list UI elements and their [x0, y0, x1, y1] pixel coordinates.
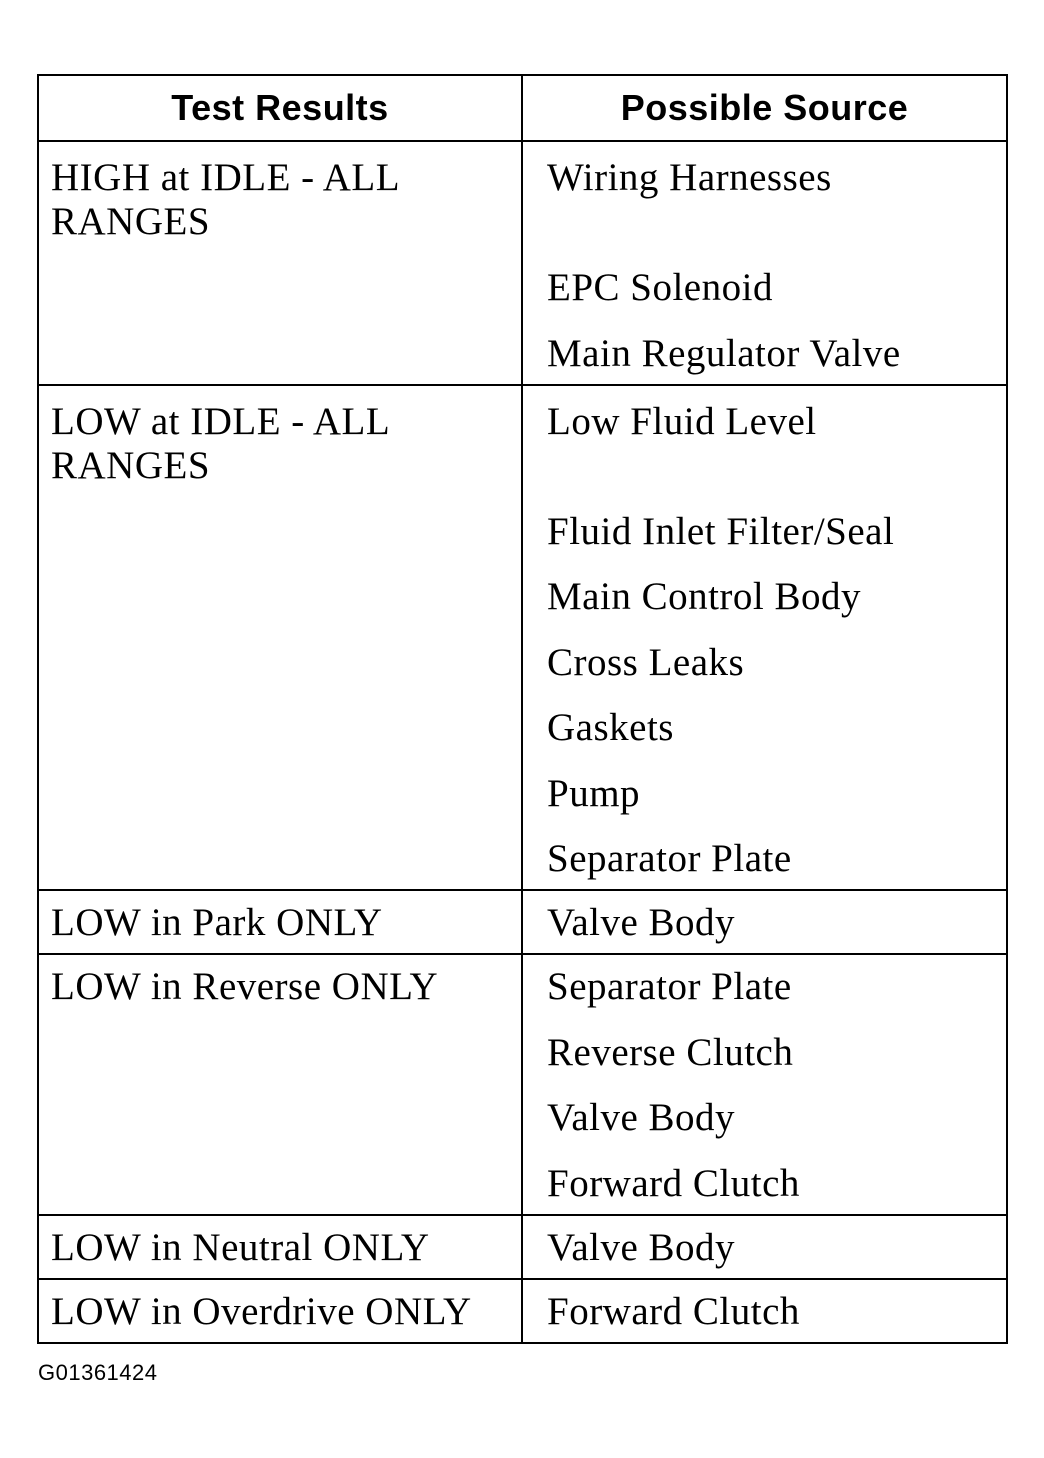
source-item: Forward Clutch	[547, 1289, 800, 1333]
possible-source-cell	[522, 954, 1007, 1215]
table-row	[38, 890, 1007, 954]
source-item: Low Fluid Level	[547, 399, 817, 443]
possible-source-cell	[522, 141, 1007, 385]
possible-source-cell	[522, 385, 1007, 891]
source-item: Cross Leaks	[547, 640, 745, 684]
test-result-cell: LOW in Reverse ONLY	[38, 954, 522, 1215]
table-row	[38, 1215, 1007, 1279]
source-item: Valve Body	[547, 1096, 736, 1139]
test-result-cell: LOW at IDLE - ALL RANGES	[38, 385, 522, 891]
test-result-cell: HIGH at IDLE - ALL RANGES	[38, 141, 522, 385]
source-item: EPC Solenoid	[547, 266, 773, 309]
source-item: Separator Plate	[547, 965, 792, 1008]
header-test-results: Test Results	[38, 75, 522, 141]
possible-source-cell	[522, 1215, 1007, 1279]
possible-source-cell	[522, 1279, 1007, 1343]
test-result-cell: LOW in Overdrive ONLY	[38, 1279, 522, 1343]
test-result-cell: LOW in Park ONLY	[38, 890, 522, 954]
source-item: Forward Clutch	[547, 1161, 800, 1205]
table-row	[38, 954, 1007, 1215]
source-item: Gaskets	[547, 706, 674, 749]
table-row	[38, 385, 1007, 891]
diagnosis-table	[37, 74, 1008, 1344]
header-possible-source: Possible Source	[522, 75, 1007, 141]
possible-source-cell	[522, 890, 1007, 954]
figure-code: G01361424	[38, 1360, 158, 1385]
source-item: Reverse Clutch	[547, 1030, 794, 1074]
source-item: Fluid Inlet Filter/Seal	[547, 509, 895, 553]
source-item: Separator Plate	[547, 837, 792, 880]
source-item: Main Control Body	[547, 575, 862, 618]
header-row	[38, 75, 1007, 141]
source-item: Main Regulator Valve	[547, 331, 901, 375]
source-item: Valve Body	[547, 1225, 736, 1269]
table-row	[38, 1279, 1007, 1343]
source-item: Valve Body	[547, 901, 736, 944]
source-item: Pump	[547, 771, 641, 815]
test-result-cell: LOW in Neutral ONLY	[38, 1215, 522, 1279]
source-item: Wiring Harnesses	[547, 156, 832, 199]
table-row	[38, 141, 1007, 385]
